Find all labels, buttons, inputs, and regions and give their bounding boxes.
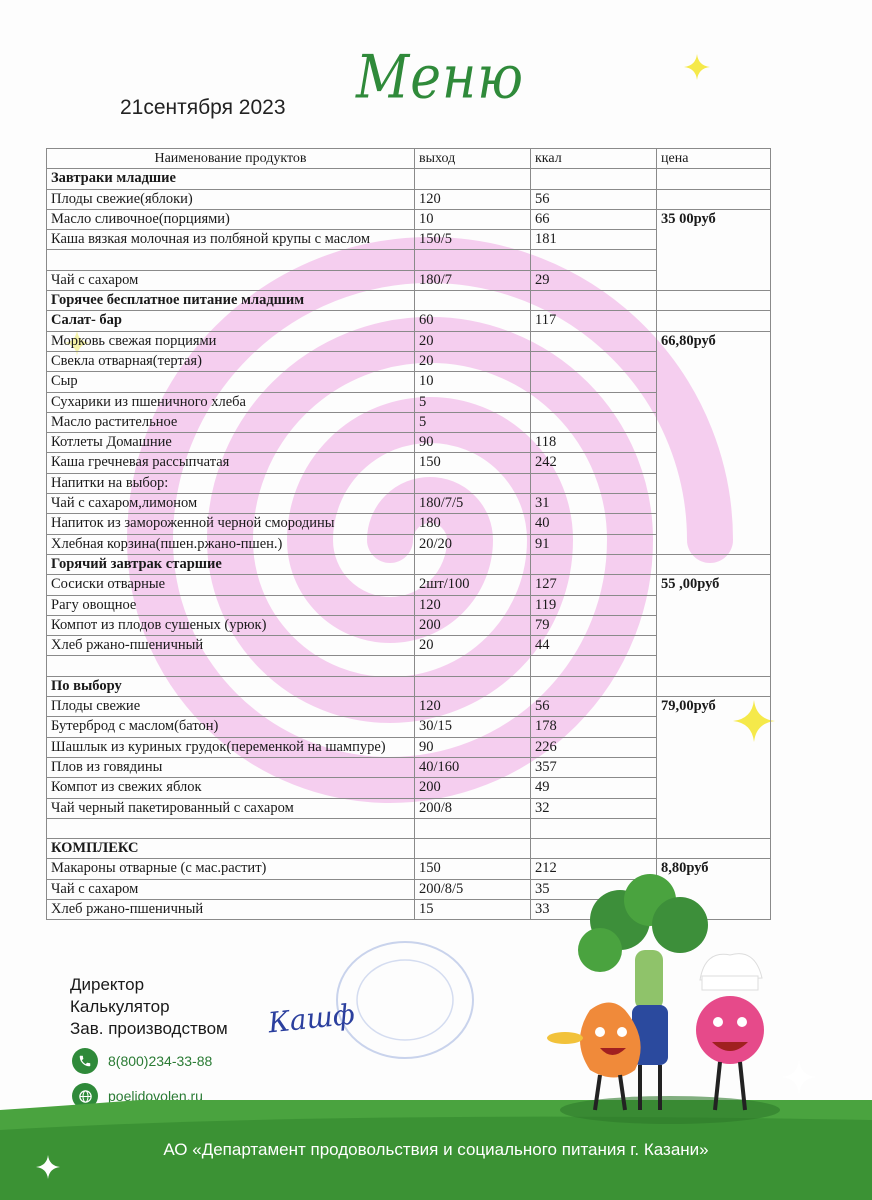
- website-link: poelidovolen.ru: [108, 1088, 203, 1104]
- production-head-label: Зав. производством: [70, 1019, 228, 1038]
- table-row: [47, 291, 771, 311]
- product-name-cell: Компот из плодов сушеных (урюк): [47, 615, 415, 635]
- price-cell: [657, 676, 771, 696]
- table-row: [47, 169, 771, 189]
- kcal-cell: 31: [531, 494, 657, 514]
- kcal-cell: [531, 372, 657, 392]
- product-name-cell: Плов из говядины: [47, 757, 415, 777]
- kcal-cell: 56: [531, 697, 657, 717]
- product-name-cell: Плоды свежие: [47, 697, 415, 717]
- product-name-cell: Компот из свежих яблок: [47, 778, 415, 798]
- kcal-cell: 29: [531, 270, 657, 290]
- kcal-cell: 127: [531, 575, 657, 595]
- product-name-cell: [47, 656, 415, 676]
- menu-date: 21сентября 2023: [120, 96, 286, 119]
- output-cell: 20: [415, 331, 531, 351]
- kcal-cell: 91: [531, 534, 657, 554]
- kcal-cell: 119: [531, 595, 657, 615]
- product-name-cell: Хлеб ржано-пшеничный: [47, 636, 415, 656]
- kcal-cell: 118: [531, 433, 657, 453]
- product-name-cell: По выбору: [47, 676, 415, 696]
- output-cell: 150: [415, 453, 531, 473]
- product-name-cell: Сухарики из пшеничного хлеба: [47, 392, 415, 412]
- kcal-cell: 33: [531, 899, 657, 919]
- output-cell: 200: [415, 615, 531, 635]
- product-name-cell: Чай с сахаром: [47, 270, 415, 290]
- product-name-cell: Плоды свежие(яблоки): [47, 189, 415, 209]
- calculator-label: Калькулятор: [70, 997, 170, 1016]
- kcal-cell: [531, 818, 657, 838]
- output-cell: 90: [415, 433, 531, 453]
- kcal-cell: 49: [531, 778, 657, 798]
- product-name-cell: Чай с сахаром,лимоном: [47, 494, 415, 514]
- product-name-cell: Сыр: [47, 372, 415, 392]
- output-cell: [415, 676, 531, 696]
- handwritten-signature: Кашф: [266, 997, 357, 1040]
- kcal-cell: [531, 351, 657, 371]
- table-row: [47, 331, 771, 351]
- column-header-output: выход: [415, 149, 531, 169]
- product-name-cell: Хлебная корзина(пшен.ржано-пшен.): [47, 534, 415, 554]
- output-cell: [415, 656, 531, 676]
- kcal-cell: 178: [531, 717, 657, 737]
- output-cell: 20/20: [415, 534, 531, 554]
- price-cell: [657, 291, 771, 311]
- product-name-cell: КОМПЛЕКС: [47, 839, 415, 859]
- table-row: [47, 311, 771, 331]
- price-cell: 79,00руб: [657, 697, 771, 839]
- output-cell: 60: [415, 311, 531, 331]
- kcal-cell: 226: [531, 737, 657, 757]
- kcal-cell: 117: [531, 311, 657, 331]
- product-name-cell: Завтраки младшие: [47, 169, 415, 189]
- product-name-cell: Каша гречневая рассыпчатая: [47, 453, 415, 473]
- column-header-name: Наименование продуктов: [47, 149, 415, 169]
- output-cell: 90: [415, 737, 531, 757]
- output-cell: 120: [415, 595, 531, 615]
- organization-name: АО «Департамент продовольствия и социального питания г. Казани»: [163, 1140, 709, 1159]
- price-cell: [657, 839, 771, 859]
- kcal-cell: 212: [531, 859, 657, 879]
- product-name-cell: Рагу овощное: [47, 595, 415, 615]
- output-cell: 20: [415, 636, 531, 656]
- kcal-cell: [531, 839, 657, 859]
- table-row: [47, 697, 771, 717]
- output-cell: 120: [415, 189, 531, 209]
- director-label: Директор: [70, 975, 145, 994]
- product-name-cell: Горячий завтрак старшие: [47, 554, 415, 574]
- product-name-cell: Сосиски отварные: [47, 575, 415, 595]
- kcal-cell: [531, 250, 657, 270]
- output-cell: [415, 818, 531, 838]
- price-cell: [657, 189, 771, 209]
- output-cell: [415, 291, 531, 311]
- price-cell: [657, 311, 771, 331]
- product-name-cell: Чай черный пакетированный с сахаром: [47, 798, 415, 818]
- product-name-cell: Хлеб ржано-пшеничный: [47, 899, 415, 919]
- kcal-cell: [531, 473, 657, 493]
- product-name-cell: Напиток из замороженной черной смородины: [47, 514, 415, 534]
- output-cell: 40/160: [415, 757, 531, 777]
- output-cell: [415, 169, 531, 189]
- kcal-cell: [531, 392, 657, 412]
- kcal-cell: [531, 331, 657, 351]
- product-name-cell: Чай с сахаром: [47, 879, 415, 899]
- kcal-cell: [531, 169, 657, 189]
- output-cell: 200/8/5: [415, 879, 531, 899]
- price-cell: 55 ,00руб: [657, 575, 771, 676]
- output-cell: 5: [415, 412, 531, 432]
- output-cell: 30/15: [415, 717, 531, 737]
- kcal-cell: 357: [531, 757, 657, 777]
- product-name-cell: Котлеты Домашние: [47, 433, 415, 453]
- kcal-cell: 35: [531, 879, 657, 899]
- output-cell: 10: [415, 209, 531, 229]
- table-row: [47, 676, 771, 696]
- staff-signatures: [70, 974, 228, 1040]
- star-icon: [36, 1155, 60, 1179]
- kcal-cell: 79: [531, 615, 657, 635]
- output-cell: 150: [415, 859, 531, 879]
- kcal-cell: [531, 676, 657, 696]
- kcal-cell: [531, 554, 657, 574]
- output-cell: 180/7/5: [415, 494, 531, 514]
- product-name-cell: [47, 818, 415, 838]
- product-name-cell: Свекла отварная(тертая): [47, 351, 415, 371]
- phone-contact[interactable]: [72, 1048, 212, 1074]
- product-name-cell: [47, 250, 415, 270]
- output-cell: 20: [415, 351, 531, 371]
- column-header-price: цена: [657, 149, 771, 169]
- output-cell: 180: [415, 514, 531, 534]
- price-cell: [657, 169, 771, 189]
- page-title: Меню: [356, 43, 525, 113]
- product-name-cell: Макароны отварные (с мас.растит): [47, 859, 415, 879]
- phone-number: 8(800)234-33-88: [108, 1053, 213, 1069]
- kcal-cell: 181: [531, 230, 657, 250]
- kcal-cell: 242: [531, 453, 657, 473]
- output-cell: [415, 473, 531, 493]
- price-cell: 8,80руб: [657, 859, 771, 920]
- phone-icon: [72, 1048, 98, 1074]
- product-name-cell: Шашлык из куриных грудок(переменкой на шампуре): [47, 737, 415, 757]
- kcal-cell: 66: [531, 209, 657, 229]
- product-name-cell: Напитки на выбор:: [47, 473, 415, 493]
- product-name-cell: Бутерброд с маслом(батон): [47, 717, 415, 737]
- product-name-cell: Салат- бар: [47, 311, 415, 331]
- product-name-cell: Масло сливочное(порциями): [47, 209, 415, 229]
- kcal-cell: 32: [531, 798, 657, 818]
- price-cell: 66,80руб: [657, 331, 771, 554]
- output-cell: [415, 250, 531, 270]
- product-name-cell: Масло растительное: [47, 412, 415, 432]
- table-row: [47, 839, 771, 859]
- kcal-cell: [531, 656, 657, 676]
- kcal-cell: 44: [531, 636, 657, 656]
- output-cell: [415, 839, 531, 859]
- output-cell: 200/8: [415, 798, 531, 818]
- output-cell: 2шт/100: [415, 575, 531, 595]
- output-cell: 15: [415, 899, 531, 919]
- table-row: [47, 554, 771, 574]
- table-row: [47, 575, 771, 595]
- mascot-illustration: [540, 870, 800, 1130]
- kcal-cell: [531, 291, 657, 311]
- output-cell: 10: [415, 372, 531, 392]
- kcal-cell: 40: [531, 514, 657, 534]
- menu-table: [46, 148, 771, 920]
- column-header-kcal: ккал: [531, 149, 657, 169]
- table-header-row: [47, 149, 771, 169]
- output-cell: 200: [415, 778, 531, 798]
- output-cell: 180/7: [415, 270, 531, 290]
- product-name-cell: Морковь свежая порциями: [47, 331, 415, 351]
- kcal-cell: [531, 412, 657, 432]
- price-cell: [657, 554, 771, 574]
- output-cell: [415, 554, 531, 574]
- table-row: [47, 209, 771, 229]
- star-icon: [684, 54, 710, 80]
- product-name-cell: Горячее бесплатное питание младшим: [47, 291, 415, 311]
- output-cell: 150/5: [415, 230, 531, 250]
- kcal-cell: 56: [531, 189, 657, 209]
- price-cell: 35 00руб: [657, 209, 771, 290]
- product-name-cell: Каша вязкая молочная из полбяной крупы с маслом: [47, 230, 415, 250]
- table-row: [47, 189, 771, 209]
- output-cell: 5: [415, 392, 531, 412]
- output-cell: 120: [415, 697, 531, 717]
